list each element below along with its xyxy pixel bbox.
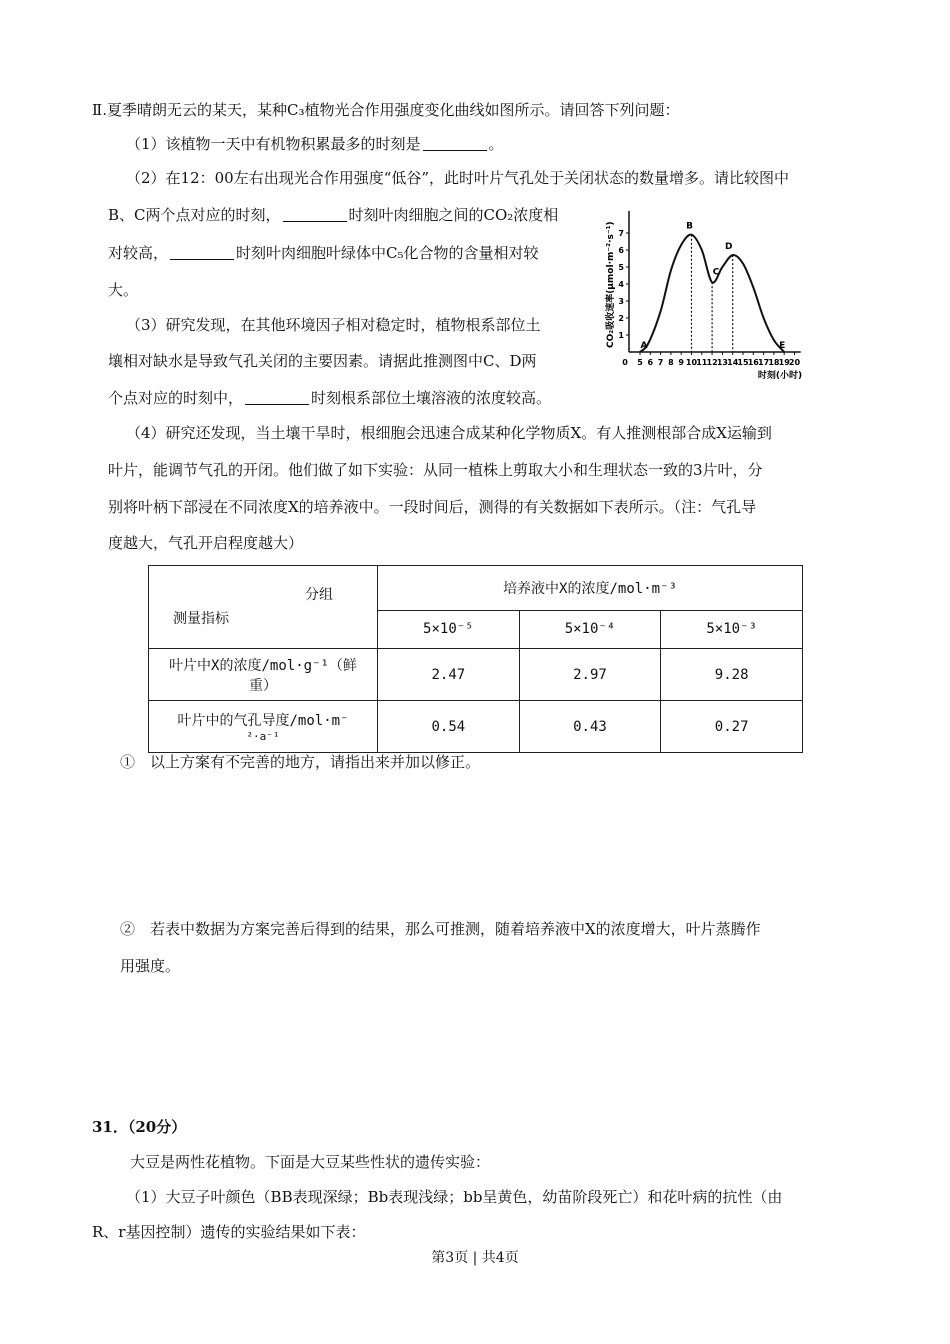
table-cell: 2.47: [378, 649, 520, 701]
chart-x-tick-label: 12: [706, 358, 718, 367]
chart-x-tick-label: 0: [622, 358, 628, 367]
chart-y-tick-label: 2: [618, 314, 624, 323]
sub-item-1: ① 以上方案有不完善的地方，请指出来并加以修正。: [120, 753, 481, 771]
sub-question-3-line3: 个点对应的时刻中， 时刻根系部位土壤溶液的浓度较高。: [108, 389, 552, 407]
photosynthesis-chart: [602, 200, 856, 380]
question-31-part1-line2: R、r基因控制）遗传的实验结果如下表：: [92, 1223, 366, 1241]
table-col-concentration: 5×10⁻⁵: [378, 610, 520, 648]
table-cell: 0.27: [661, 701, 803, 753]
chart-x-tick-label: 8: [668, 358, 674, 367]
table-col-concentration: 5×10⁻⁴: [519, 610, 661, 648]
chart-y-tick-label: 4: [618, 280, 624, 289]
chart-point-label: E: [779, 341, 786, 351]
table-row-label: 叶片中X的浓度/mol·g⁻¹（鲜 重）: [149, 649, 378, 701]
sub-question-3-line1: （3）研究发现，在其他环境因子相对稳定时，植物根系部位土: [126, 316, 541, 334]
table-cell: 0.43: [519, 701, 661, 753]
chart-x-tick-label: 19: [778, 358, 790, 367]
corner-metric-label: 测量指标: [173, 611, 229, 627]
page-footer: 第3页 | 共4页: [431, 1250, 519, 1266]
sub-question-4-line2: 叶片，能调节气孔的开闭。他们做了如下实验：从同一植株上剪取大小和生理状态一致的3片叶，分: [108, 461, 763, 479]
sub-question-2-line2: B、C两个点对应的时刻， 时刻叶肉细胞之间的CO₂浓度相: [108, 206, 559, 224]
question-31-part1-line1: （1）大豆子叶颜色（BB表现深绿；Bb表现浅绿；bb呈黄色，幼苗阶段死亡）和花叶病的抗性（由: [126, 1188, 783, 1206]
chart-y-tick-label: 6: [618, 246, 624, 255]
question-31-intro: 大豆是两性花植物。下面是大豆某些性状的遗传实验：: [130, 1153, 491, 1171]
chart-x-tick-label: 17: [758, 358, 770, 367]
experiment-table: [148, 565, 803, 753]
table-cell: 9.28: [661, 649, 803, 701]
table-col-concentration: 5×10⁻³: [661, 610, 803, 648]
chart-point-label: D: [724, 242, 733, 253]
sub-question-3-line2: 壤相对缺水是导致气孔关闭的主要因素。请据此推测图中C、D两: [108, 352, 537, 370]
table-corner-cell: [149, 566, 378, 649]
answer-blank[interactable]: [170, 245, 234, 260]
table-row-label: 叶片中的气孔导度/mol·m⁻ ²·a⁻¹: [149, 701, 378, 753]
corner-group-label: 分组: [305, 587, 333, 603]
table-cell: 0.54: [378, 701, 520, 753]
chart-x-tick-label: 9: [678, 358, 684, 367]
chart-x-tick-label: 13: [716, 358, 728, 367]
answer-blank[interactable]: [245, 390, 309, 405]
table-row: [149, 701, 803, 753]
chart-y-tick-label: 1: [618, 331, 624, 340]
sub-question-4-line4: 度越大，气孔开启程度越大）: [108, 534, 304, 552]
chart-y-axis-label: CO₂吸收速率(μmol·m⁻²·s⁻¹): [606, 221, 616, 348]
chart-x-tick-label: 10: [685, 358, 698, 367]
sub-question-2-line4: 大。: [108, 281, 139, 299]
chart-y-tick-label: 7: [618, 229, 624, 238]
answer-blank[interactable]: [423, 136, 487, 151]
chart-point-label: C: [712, 267, 720, 278]
chart-y-tick-label: 5: [618, 263, 624, 272]
chart-x-tick-label: 16: [747, 358, 759, 367]
chart-x-axis-label: 时刻(小时): [757, 371, 803, 380]
sub-item-2-line2: 用强度。: [120, 957, 181, 975]
answer-blank[interactable]: [283, 207, 347, 222]
chart-point-label: A: [640, 341, 648, 351]
chart-x-tick-label: 11: [696, 358, 708, 367]
chart-x-tick-label: 18: [768, 358, 780, 367]
chart-x-tick-label: 14: [727, 358, 739, 367]
table-row: [149, 649, 803, 701]
table-cell: 2.97: [519, 649, 661, 701]
sub-item-2-line1: ② 若表中数据为方案完善后得到的结果，那么可推测，随着培养液中X的浓度增大，叶片蒸腾作: [120, 920, 761, 938]
sub-question-2-line3: 对较高， 时刻叶肉细胞叶绿体中C₅化合物的含量相对较: [108, 244, 539, 262]
sub-question-4-line1: （4）研究还发现，当土壤干旱时，根细胞会迅速合成某种化学物质X。有人推测根部合成X运输到: [126, 424, 772, 442]
sub-question-4-line3: 别将叶柄下部浸在不同浓度X的培养液中。一段时间后，测得的有关数据如下表所示。（注：气孔导: [108, 498, 757, 516]
sub-question-1: （1）该植物一天中有机物积累最多的时刻是 。: [126, 135, 504, 153]
chart-y-tick-label: 3: [618, 297, 624, 306]
chart-x-tick-label: 15: [737, 358, 749, 367]
question-31-title: 31．（20分）: [92, 1118, 187, 1136]
sub-question-2-line1: （2）在12：00左右出现光合作用强度“低谷”，此时叶片气孔处于关闭状态的数量增多。请比较图中: [126, 169, 790, 187]
chart-point-label: B: [686, 221, 693, 232]
chart-x-tick-label: 7: [657, 358, 664, 367]
question-intro: Ⅱ.夏季晴朗无云的某天，某种C₃植物光合作用强度变化曲线如图所示。请回答下列问题：: [92, 101, 680, 119]
chart-x-tick-label: 5: [637, 358, 643, 367]
chart-x-tick-label: 20: [788, 358, 801, 367]
chart-x-tick-label: 6: [647, 358, 654, 367]
table-header-concentration: 培养液中X的浓度/mol·m⁻³: [378, 566, 803, 611]
